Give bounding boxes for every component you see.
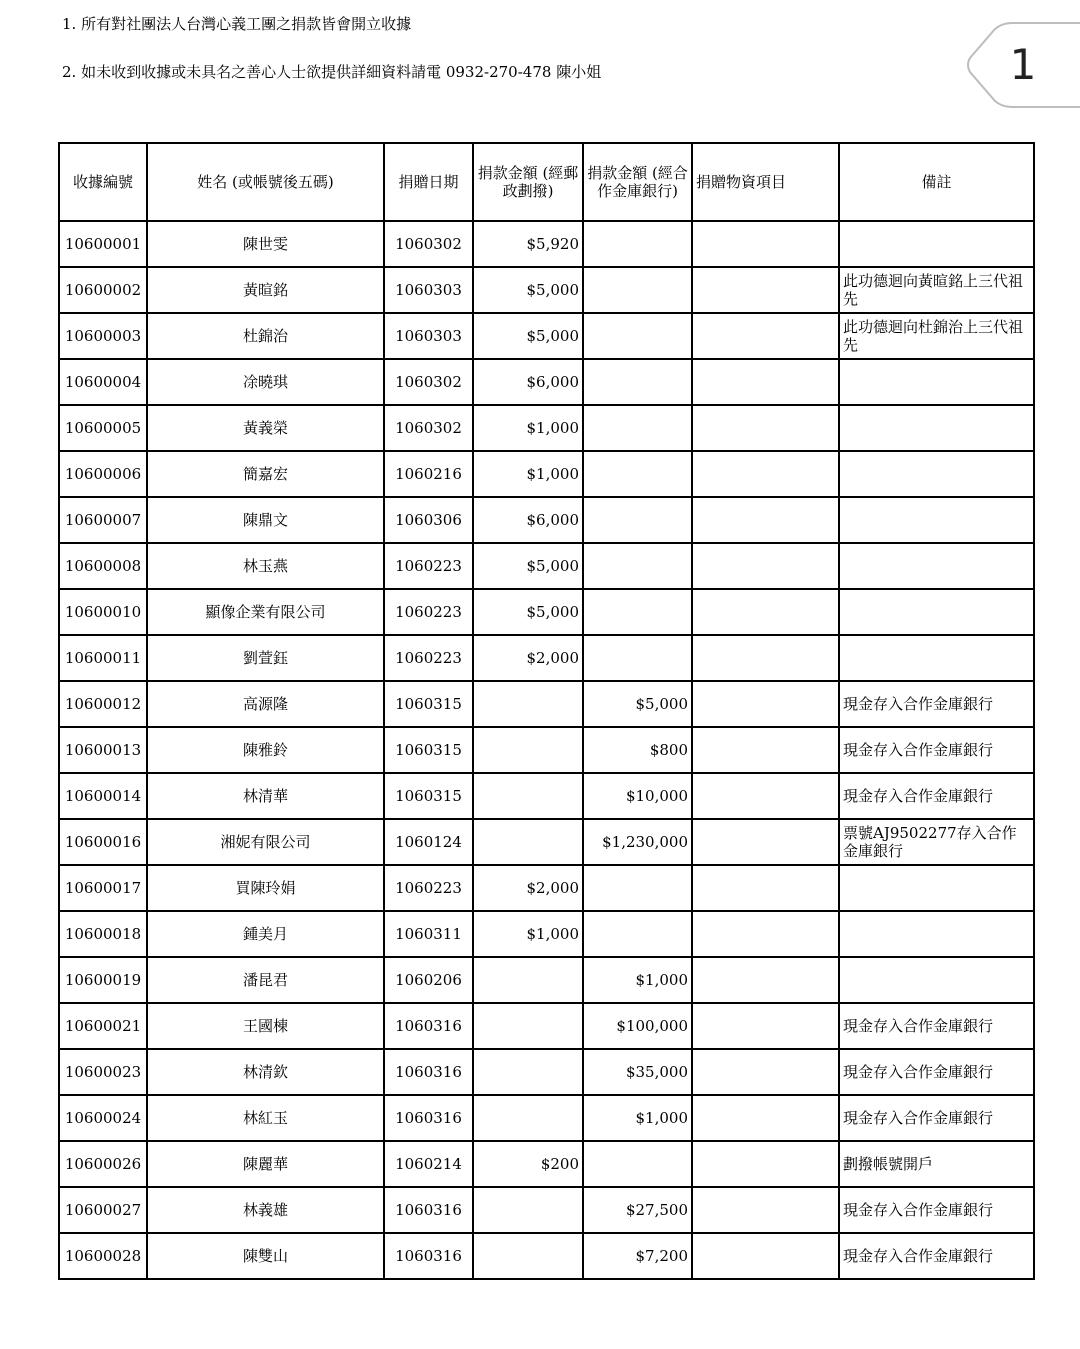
cell-donation-date: 1060311 xyxy=(384,911,473,957)
cell-donated-items xyxy=(692,819,839,865)
table-row xyxy=(59,1141,1034,1187)
cell-bank-amount xyxy=(583,451,692,497)
table-row xyxy=(59,589,1034,635)
cell-donated-items xyxy=(692,865,839,911)
cell-receipt-no: 10600021 xyxy=(59,1003,147,1049)
cell-donated-items xyxy=(692,543,839,589)
cell-receipt-no: 10600019 xyxy=(59,957,147,1003)
cell-donation-date: 1060206 xyxy=(384,957,473,1003)
cell-receipt-no: 10600023 xyxy=(59,1049,147,1095)
cell-donation-date: 1060316 xyxy=(384,1187,473,1233)
cell-donation-date: 1060316 xyxy=(384,1003,473,1049)
cell-donor-name: 陳麗華 xyxy=(147,1141,384,1187)
table-row xyxy=(59,957,1034,1003)
cell-donated-items xyxy=(692,1141,839,1187)
cell-donated-items xyxy=(692,1003,839,1049)
cell-postal-amount: $2,000 xyxy=(473,635,583,681)
cell-bank-amount xyxy=(583,865,692,911)
cell-donation-date: 1060223 xyxy=(384,543,473,589)
cell-receipt-no: 10600005 xyxy=(59,405,147,451)
cell-remarks: 此功德迴向黃暄銘上三代祖先 xyxy=(839,267,1034,313)
cell-bank-amount xyxy=(583,313,692,359)
cell-remarks: 現金存入合作金庫銀行 xyxy=(839,1003,1034,1049)
page-number-tab xyxy=(966,22,1080,108)
cell-remarks xyxy=(839,589,1034,635)
cell-donated-items xyxy=(692,911,839,957)
cell-receipt-no: 10600008 xyxy=(59,543,147,589)
cell-receipt-no: 10600012 xyxy=(59,681,147,727)
cell-remarks xyxy=(839,911,1034,957)
cell-receipt-no: 10600004 xyxy=(59,359,147,405)
table-row xyxy=(59,359,1034,405)
cell-bank-amount: $1,000 xyxy=(583,1095,692,1141)
cell-bank-amount xyxy=(583,359,692,405)
cell-donor-name: 黃暄銘 xyxy=(147,267,384,313)
cell-donated-items xyxy=(692,1187,839,1233)
table-row xyxy=(59,405,1034,451)
cell-donor-name: 王國棟 xyxy=(147,1003,384,1049)
table-row xyxy=(59,267,1034,313)
header-bank-amount: 捐款金額 (經合作金庫銀行) xyxy=(583,143,692,221)
cell-postal-amount xyxy=(473,1095,583,1141)
cell-donation-date: 1060214 xyxy=(384,1141,473,1187)
cell-receipt-no: 10600007 xyxy=(59,497,147,543)
cell-postal-amount: $1,000 xyxy=(473,405,583,451)
cell-donated-items xyxy=(692,405,839,451)
table-row xyxy=(59,819,1034,865)
cell-donation-date: 1060303 xyxy=(384,313,473,359)
cell-donor-name: 凃曉琪 xyxy=(147,359,384,405)
cell-postal-amount: $5,000 xyxy=(473,313,583,359)
note-contact-info: 2. 如未收到收據或未具名之善心人士欲提供詳細資料請電 0932-270-478 陳小姐 xyxy=(62,63,602,81)
cell-bank-amount xyxy=(583,589,692,635)
cell-receipt-no: 10600010 xyxy=(59,589,147,635)
cell-donation-date: 1060303 xyxy=(384,267,473,313)
cell-donation-date: 1060223 xyxy=(384,865,473,911)
cell-receipt-no: 10600013 xyxy=(59,727,147,773)
cell-donation-date: 1060302 xyxy=(384,359,473,405)
cell-receipt-no: 10600017 xyxy=(59,865,147,911)
cell-donation-date: 1060315 xyxy=(384,773,473,819)
cell-postal-amount: $1,000 xyxy=(473,451,583,497)
cell-donor-name: 陳雙山 xyxy=(147,1233,384,1279)
cell-postal-amount: $1,000 xyxy=(473,911,583,957)
table-header-row xyxy=(59,143,1034,221)
table-row xyxy=(59,727,1034,773)
cell-bank-amount xyxy=(583,543,692,589)
cell-bank-amount: $1,230,000 xyxy=(583,819,692,865)
cell-receipt-no: 10600001 xyxy=(59,221,147,267)
cell-receipt-no: 10600014 xyxy=(59,773,147,819)
cell-receipt-no: 10600018 xyxy=(59,911,147,957)
cell-postal-amount xyxy=(473,773,583,819)
cell-remarks xyxy=(839,359,1034,405)
cell-donor-name: 高源隆 xyxy=(147,681,384,727)
cell-bank-amount xyxy=(583,1141,692,1187)
donation-table xyxy=(58,142,1035,1280)
cell-receipt-no: 10600026 xyxy=(59,1141,147,1187)
cell-postal-amount xyxy=(473,1187,583,1233)
cell-postal-amount: $200 xyxy=(473,1141,583,1187)
table-row xyxy=(59,451,1034,497)
cell-postal-amount: $5,000 xyxy=(473,543,583,589)
cell-postal-amount xyxy=(473,727,583,773)
cell-donated-items xyxy=(692,1095,839,1141)
cell-receipt-no: 10600016 xyxy=(59,819,147,865)
cell-receipt-no: 10600027 xyxy=(59,1187,147,1233)
cell-bank-amount xyxy=(583,911,692,957)
cell-remarks: 現金存入合作金庫銀行 xyxy=(839,1049,1034,1095)
cell-donated-items xyxy=(692,1233,839,1279)
table-row xyxy=(59,221,1034,267)
cell-donor-name: 潘昆君 xyxy=(147,957,384,1003)
cell-receipt-no: 10600011 xyxy=(59,635,147,681)
cell-donor-name: 陳鼎文 xyxy=(147,497,384,543)
cell-remarks: 劃撥帳號開戶 xyxy=(839,1141,1034,1187)
cell-donated-items xyxy=(692,773,839,819)
cell-donor-name: 林義雄 xyxy=(147,1187,384,1233)
cell-bank-amount xyxy=(583,221,692,267)
cell-bank-amount xyxy=(583,497,692,543)
cell-donated-items xyxy=(692,957,839,1003)
cell-donated-items xyxy=(692,313,839,359)
cell-donor-name: 林清華 xyxy=(147,773,384,819)
cell-postal-amount xyxy=(473,681,583,727)
cell-remarks: 現金存入合作金庫銀行 xyxy=(839,681,1034,727)
table-row xyxy=(59,865,1034,911)
table-row xyxy=(59,1187,1034,1233)
cell-donated-items xyxy=(692,681,839,727)
header-name: 姓名 (或帳號後五碼) xyxy=(147,143,384,221)
cell-remarks xyxy=(839,497,1034,543)
cell-receipt-no: 10600006 xyxy=(59,451,147,497)
cell-bank-amount: $35,000 xyxy=(583,1049,692,1095)
cell-postal-amount xyxy=(473,957,583,1003)
cell-bank-amount xyxy=(583,635,692,681)
note-receipt-policy: 1. 所有對社團法人台灣心義工團之捐款皆會開立收據 xyxy=(62,15,412,33)
cell-remarks xyxy=(839,957,1034,1003)
cell-postal-amount xyxy=(473,1003,583,1049)
cell-bank-amount: $5,000 xyxy=(583,681,692,727)
cell-remarks: 現金存入合作金庫銀行 xyxy=(839,1095,1034,1141)
cell-donated-items xyxy=(692,1049,839,1095)
cell-donor-name: 杜錦治 xyxy=(147,313,384,359)
cell-donation-date: 1060216 xyxy=(384,451,473,497)
cell-postal-amount xyxy=(473,1233,583,1279)
cell-postal-amount xyxy=(473,1049,583,1095)
cell-remarks xyxy=(839,451,1034,497)
cell-remarks: 現金存入合作金庫銀行 xyxy=(839,1187,1034,1233)
cell-postal-amount: $2,000 xyxy=(473,865,583,911)
cell-donation-date: 1060302 xyxy=(384,221,473,267)
cell-remarks: 票號AJ9502277存入合作金庫銀行 xyxy=(839,819,1034,865)
cell-bank-amount xyxy=(583,267,692,313)
cell-donor-name: 鍾美月 xyxy=(147,911,384,957)
cell-donor-name: 買陳玲娟 xyxy=(147,865,384,911)
cell-donor-name: 林清欽 xyxy=(147,1049,384,1095)
table-row xyxy=(59,1233,1034,1279)
cell-donor-name: 劉萱鈺 xyxy=(147,635,384,681)
cell-remarks: 此功德迴向杜錦治上三代祖先 xyxy=(839,313,1034,359)
cell-donated-items xyxy=(692,267,839,313)
header-remarks: 備註 xyxy=(839,143,1034,221)
cell-donor-name: 黃義榮 xyxy=(147,405,384,451)
cell-bank-amount: $7,200 xyxy=(583,1233,692,1279)
cell-postal-amount: $6,000 xyxy=(473,359,583,405)
cell-remarks xyxy=(839,543,1034,589)
cell-donation-date: 1060306 xyxy=(384,497,473,543)
cell-postal-amount: $6,000 xyxy=(473,497,583,543)
cell-donation-date: 1060223 xyxy=(384,635,473,681)
table-row xyxy=(59,1049,1034,1095)
cell-bank-amount: $100,000 xyxy=(583,1003,692,1049)
cell-donation-date: 1060124 xyxy=(384,819,473,865)
cell-receipt-no: 10600002 xyxy=(59,267,147,313)
cell-donor-name: 顯像企業有限公司 xyxy=(147,589,384,635)
cell-postal-amount: $5,000 xyxy=(473,589,583,635)
cell-donated-items xyxy=(692,497,839,543)
cell-bank-amount xyxy=(583,405,692,451)
cell-postal-amount: $5,000 xyxy=(473,267,583,313)
cell-donor-name: 陳世雯 xyxy=(147,221,384,267)
table-row xyxy=(59,681,1034,727)
cell-remarks: 現金存入合作金庫銀行 xyxy=(839,727,1034,773)
cell-receipt-no: 10600024 xyxy=(59,1095,147,1141)
cell-receipt-no: 10600003 xyxy=(59,313,147,359)
cell-remarks: 現金存入合作金庫銀行 xyxy=(839,773,1034,819)
table-row xyxy=(59,1003,1034,1049)
cell-remarks xyxy=(839,635,1034,681)
table-row xyxy=(59,497,1034,543)
table-row xyxy=(59,635,1034,681)
table-row xyxy=(59,911,1034,957)
cell-donated-items xyxy=(692,221,839,267)
cell-donor-name: 林紅玉 xyxy=(147,1095,384,1141)
cell-remarks: 現金存入合作金庫銀行 xyxy=(839,1233,1034,1279)
cell-donation-date: 1060302 xyxy=(384,405,473,451)
cell-donated-items xyxy=(692,635,839,681)
cell-donation-date: 1060223 xyxy=(384,589,473,635)
cell-postal-amount: $5,920 xyxy=(473,221,583,267)
cell-donor-name: 湘妮有限公司 xyxy=(147,819,384,865)
cell-donated-items xyxy=(692,727,839,773)
cell-remarks xyxy=(839,865,1034,911)
cell-bank-amount: $27,500 xyxy=(583,1187,692,1233)
cell-bank-amount: $10,000 xyxy=(583,773,692,819)
cell-remarks xyxy=(839,405,1034,451)
cell-donation-date: 1060315 xyxy=(384,727,473,773)
header-postal-amount: 捐款金額 (經郵政劃撥) xyxy=(473,143,583,221)
header-receipt-no: 收據編號 xyxy=(59,143,147,221)
table-row xyxy=(59,1095,1034,1141)
cell-bank-amount: $1,000 xyxy=(583,957,692,1003)
header-date: 捐贈日期 xyxy=(384,143,473,221)
cell-donation-date: 1060316 xyxy=(384,1049,473,1095)
page-number: 1 xyxy=(1009,40,1037,89)
cell-donation-date: 1060316 xyxy=(384,1095,473,1141)
cell-donated-items xyxy=(692,451,839,497)
cell-donor-name: 陳雅鈴 xyxy=(147,727,384,773)
table-row xyxy=(59,313,1034,359)
table-row xyxy=(59,773,1034,819)
cell-remarks xyxy=(839,221,1034,267)
cell-donor-name: 林玉燕 xyxy=(147,543,384,589)
cell-donation-date: 1060315 xyxy=(384,681,473,727)
cell-donor-name: 簡嘉宏 xyxy=(147,451,384,497)
table-row xyxy=(59,543,1034,589)
cell-receipt-no: 10600028 xyxy=(59,1233,147,1279)
cell-donation-date: 1060316 xyxy=(384,1233,473,1279)
cell-postal-amount xyxy=(473,819,583,865)
cell-donated-items xyxy=(692,359,839,405)
header-donated-items: 捐贈物資項目 xyxy=(692,143,839,221)
cell-bank-amount: $800 xyxy=(583,727,692,773)
cell-donated-items xyxy=(692,589,839,635)
